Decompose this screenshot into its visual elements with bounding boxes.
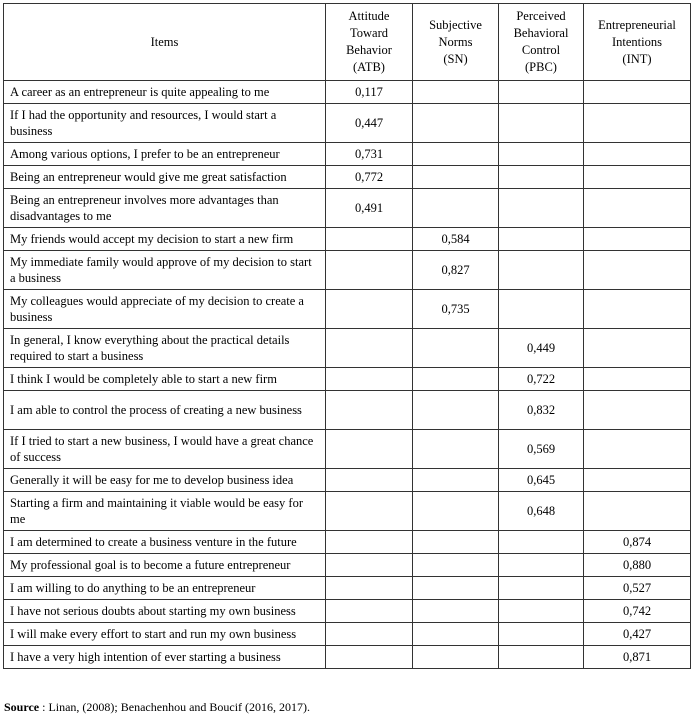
item-cell: My professional goal is to become a future entrepreneur	[4, 554, 326, 577]
source-label: Source	[4, 700, 40, 714]
item-cell: I will make every effort to start and run my own business	[4, 623, 326, 646]
item-cell: Among various options, I prefer to be an entrepreneur	[4, 143, 326, 166]
header-int-line: Entrepreneurial	[598, 17, 676, 32]
header-items: Items	[4, 4, 326, 81]
table-row	[4, 391, 691, 430]
int-cell	[584, 189, 691, 228]
item-cell: I am determined to create a business venture in the future	[4, 531, 326, 554]
table-row	[4, 623, 691, 646]
pbc-cell: 0,722	[499, 368, 584, 391]
header-atb	[326, 4, 413, 81]
header-atb-line: Attitude	[348, 9, 390, 23]
source-text: : Linan, (2008); Benachenhou and Boucif (2016, 2017).	[39, 700, 311, 714]
sn-cell	[413, 646, 499, 669]
atb-cell	[326, 368, 413, 391]
pbc-cell	[499, 531, 584, 554]
int-cell	[584, 228, 691, 251]
int-cell	[584, 430, 691, 469]
header-pbc-line: Perceived	[516, 9, 566, 23]
table-row	[4, 577, 691, 600]
atb-cell	[326, 623, 413, 646]
pbc-cell	[499, 554, 584, 577]
int-cell: 0,880	[584, 554, 691, 577]
table-row	[4, 104, 691, 143]
sn-cell	[413, 329, 499, 368]
sn-cell: 0,584	[413, 228, 499, 251]
item-cell: I have a very high intention of ever starting a business	[4, 646, 326, 669]
sn-cell	[413, 492, 499, 531]
factor-loadings-table	[3, 3, 691, 669]
int-cell	[584, 290, 691, 329]
atb-cell	[326, 577, 413, 600]
header-row	[4, 4, 691, 81]
pbc-cell: 0,648	[499, 492, 584, 531]
atb-cell	[326, 600, 413, 623]
sn-cell	[413, 430, 499, 469]
pbc-cell	[499, 166, 584, 189]
header-pbc-line: Behavioral	[513, 26, 569, 40]
pbc-cell	[499, 189, 584, 228]
source-note	[4, 700, 310, 715]
item-cell: My immediate family would approve of my decision to start a business	[4, 251, 326, 290]
table-row	[4, 251, 691, 290]
int-cell	[584, 251, 691, 290]
table-row	[4, 368, 691, 391]
pbc-cell	[499, 228, 584, 251]
header-atb-line: Behavior	[346, 43, 392, 57]
sn-cell	[413, 104, 499, 143]
table-row	[4, 81, 691, 104]
item-cell: I think I would be completely able to start a new firm	[4, 368, 326, 391]
item-cell: I am willing to do anything to be an entrepreneur	[4, 577, 326, 600]
sn-cell	[413, 81, 499, 104]
table-row	[4, 469, 691, 492]
sn-cell	[413, 368, 499, 391]
pbc-cell	[499, 251, 584, 290]
atb-cell: 0,117	[326, 81, 413, 104]
int-cell: 0,871	[584, 646, 691, 669]
atb-cell	[326, 329, 413, 368]
header-pbc	[499, 4, 584, 81]
int-cell	[584, 166, 691, 189]
atb-cell	[326, 290, 413, 329]
sn-cell	[413, 600, 499, 623]
int-cell	[584, 492, 691, 531]
int-cell: 0,874	[584, 531, 691, 554]
pbc-cell: 0,449	[499, 329, 584, 368]
sn-cell	[413, 391, 499, 430]
atb-cell: 0,491	[326, 189, 413, 228]
pbc-cell	[499, 143, 584, 166]
header-sn-line: (SN)	[443, 51, 468, 66]
pbc-cell	[499, 577, 584, 600]
header-atb-line: Toward	[349, 26, 388, 40]
table-row	[4, 430, 691, 469]
pbc-cell	[499, 104, 584, 143]
sn-cell	[413, 531, 499, 554]
table-row	[4, 600, 691, 623]
table-row	[4, 228, 691, 251]
pbc-cell	[499, 646, 584, 669]
atb-cell	[326, 492, 413, 531]
atb-cell: 0,731	[326, 143, 413, 166]
header-sn-line: Norms	[438, 34, 473, 49]
table-row	[4, 290, 691, 329]
int-cell	[584, 143, 691, 166]
int-cell	[584, 81, 691, 104]
item-cell: My friends would accept my decision to start a new firm	[4, 228, 326, 251]
header-sn-line: Subjective	[429, 17, 482, 32]
int-cell: 0,427	[584, 623, 691, 646]
table-row	[4, 531, 691, 554]
sn-cell: 0,827	[413, 251, 499, 290]
atb-cell	[326, 554, 413, 577]
table-row	[4, 166, 691, 189]
item-cell: In general, I know everything about the practical details required to start a business	[4, 329, 326, 368]
sn-cell	[413, 554, 499, 577]
atb-cell	[326, 531, 413, 554]
table-row	[4, 492, 691, 531]
item-cell: I have not serious doubts about starting my own business	[4, 600, 326, 623]
table-row	[4, 646, 691, 669]
int-cell	[584, 391, 691, 430]
pbc-cell	[499, 600, 584, 623]
item-cell: If I had the opportunity and resources, I would start a business	[4, 104, 326, 143]
table-row	[4, 554, 691, 577]
header-pbc-line: Control	[521, 43, 561, 57]
header-int-line: (INT)	[622, 51, 652, 66]
atb-cell	[326, 251, 413, 290]
atb-cell	[326, 430, 413, 469]
pbc-cell	[499, 623, 584, 646]
atb-cell	[326, 228, 413, 251]
sn-cell	[413, 143, 499, 166]
atb-cell: 0,447	[326, 104, 413, 143]
int-cell: 0,527	[584, 577, 691, 600]
item-cell: I am able to control the process of creating a new business	[4, 391, 326, 430]
pbc-cell: 0,832	[499, 391, 584, 430]
int-cell: 0,742	[584, 600, 691, 623]
header-atb-line: (ATB)	[353, 60, 385, 74]
pbc-cell	[499, 81, 584, 104]
sn-cell	[413, 623, 499, 646]
item-cell: My colleagues would appreciate of my decision to create a business	[4, 290, 326, 329]
sn-cell	[413, 166, 499, 189]
pbc-cell	[499, 290, 584, 329]
table-row	[4, 189, 691, 228]
header-pbc-line: (PBC)	[525, 60, 557, 74]
sn-cell	[413, 469, 499, 492]
atb-cell	[326, 469, 413, 492]
sn-cell	[413, 189, 499, 228]
item-cell: Generally it will be easy for me to develop business idea	[4, 469, 326, 492]
header-int	[584, 4, 691, 81]
header-sn	[413, 4, 499, 81]
header-int-line: Intentions	[612, 34, 662, 49]
atb-cell	[326, 646, 413, 669]
sn-cell	[413, 577, 499, 600]
item-cell: If I tried to start a new business, I would have a great chance of success	[4, 430, 326, 469]
item-cell: Starting a firm and maintaining it viable would be easy for me	[4, 492, 326, 531]
int-cell	[584, 469, 691, 492]
item-cell: A career as an entrepreneur is quite appealing to me	[4, 81, 326, 104]
table-row	[4, 143, 691, 166]
int-cell	[584, 104, 691, 143]
atb-cell	[326, 391, 413, 430]
int-cell	[584, 368, 691, 391]
table-row	[4, 329, 691, 368]
item-cell: Being an entrepreneur would give me great satisfaction	[4, 166, 326, 189]
int-cell	[584, 329, 691, 368]
atb-cell: 0,772	[326, 166, 413, 189]
pbc-cell: 0,569	[499, 430, 584, 469]
item-cell: Being an entrepreneur involves more advantages than disadvantages to me	[4, 189, 326, 228]
sn-cell: 0,735	[413, 290, 499, 329]
pbc-cell: 0,645	[499, 469, 584, 492]
